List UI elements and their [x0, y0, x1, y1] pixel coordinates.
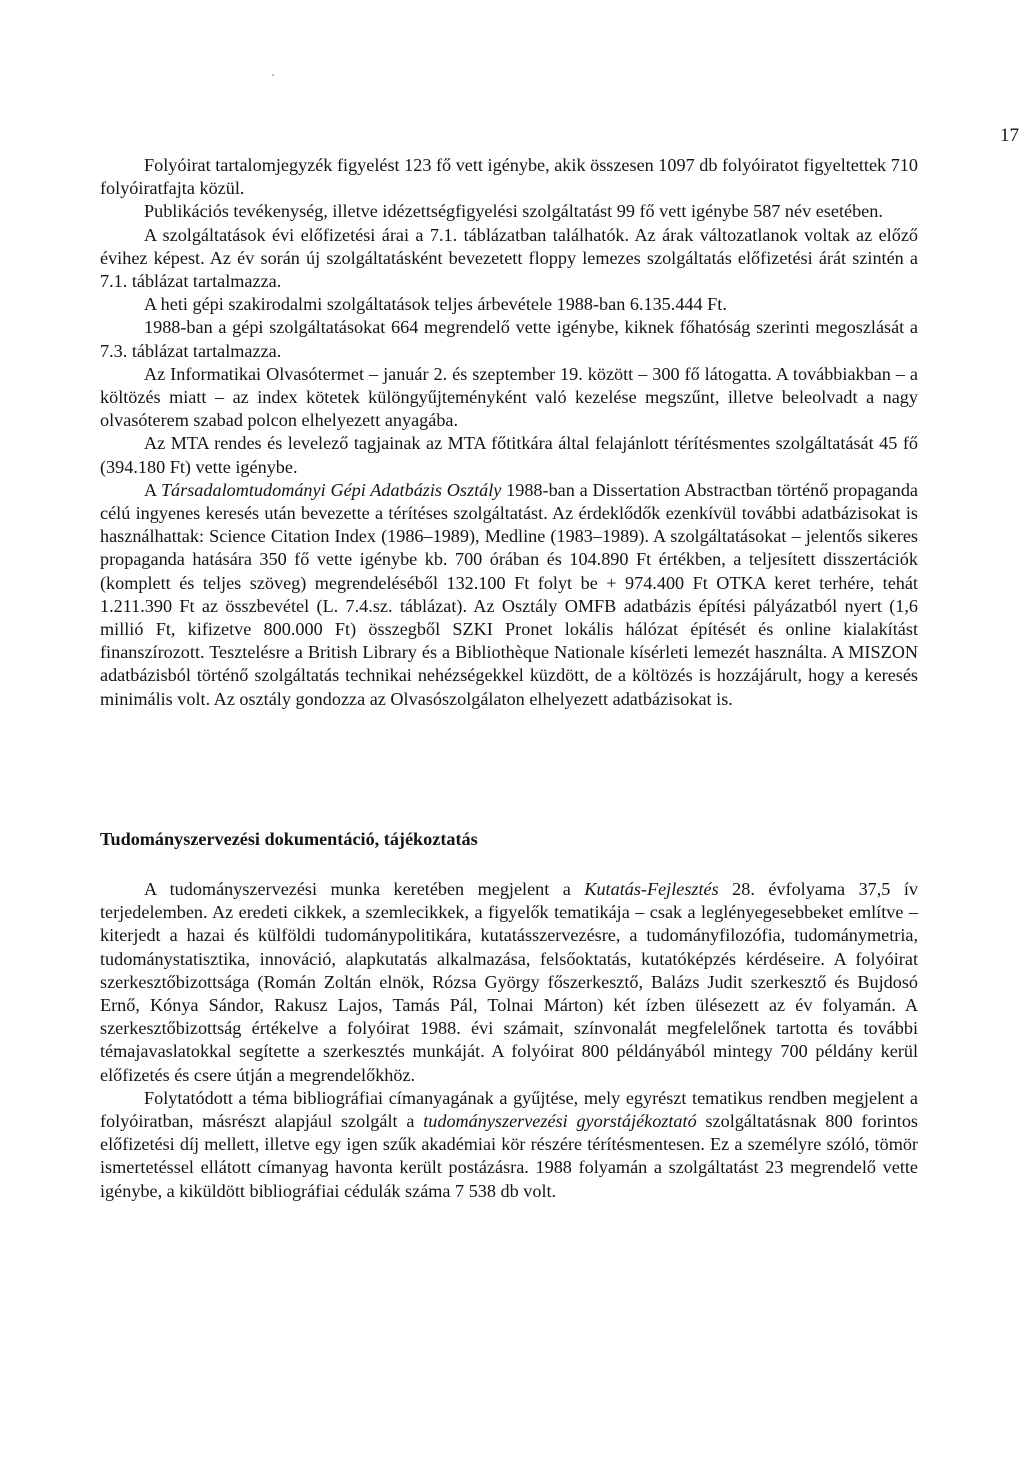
paragraph-kutatas-fejlesztes — [100, 878, 918, 1087]
paragraph-lead: A tudományszervezési munka keretében megjelent a — [144, 879, 585, 899]
page-number: 17 — [1000, 125, 1019, 146]
paragraph-arbevetel: A heti gépi szakirodalmi szolgáltatások teljes árbevétele 1988-ban 6.135.444 Ft. — [144, 294, 727, 315]
paragraph-rest: szolgáltatásnak 800 forintos előfizetési díj mellett, illetve egy igen szűk akadémiai kör részére térítésmentesen. Ez a személyre szóló, tömör ismertetéssel ellátott címanyag havonta került postázásra. 1988 folyamán a szolgáltatást 23 megrendelő vette igénybe, a kiküldött bibliográfiai cédulák száma 7 538 db volt. — [100, 1111, 919, 1201]
paragraph-rest: 1988-ban a Dissertation Abstractban történő propaganda célú ingyenes keresés után bevezette a térítéses szolgáltatást. Az érdeklődők ezenkívül további adatbázisokat is használhattak: Science Citation Index (1986–1989), Medline (1983–1989). A szolgáltatásokat – jelentős sikeres propaganda hatására 350 fő vette igénybe kb. 700 órában és 104.890 Ft értékben, a teljesített disszertációk (komplett és teljes szöveg) megrendeléséből 132.100 Ft folyt be + 974.400 Ft OTKA keret terhére, tehát 1.211.390 Ft az összbevétel (L. 7.4.sz. táblázat). Az Osztály OMFB adatbázis építési pályázatból nyert (1,6 millió Ft, kifizetve 800.000 Ft) összegből SZKI Pronet lokális hálózat építését és online kialakítást finanszírozott. Tesztelésre a British Library és a Bibliothèque Nationale kísérleti lemezét használta. A MISZON adatbázisból történő szolgáltatás technikai nehézségekkel küzdött, de a költözés is hozzájárult, hogy a keresés minimális volt. Az osztály gondozza az Olvasószolgálaton elhelyezett adatbázisokat is. — [100, 479, 918, 709]
body-text-section — [100, 878, 918, 1203]
paragraph-lead: A — [144, 479, 161, 500]
section-heading: Tudományszervezési dokumentáció, tájékoztatás — [100, 829, 478, 849]
paragraph-megrendelok: 1988-ban a gépi szolgáltatásokat 664 megrendelő vette igénybe, kiknek főhatóság szerinti megoszlását a 7.3. táblázat tartalmazza. — [100, 317, 918, 361]
paragraph-olvasoterem: Az Informatikai Olvasótermet – január 2. és szeptember 19. között – 300 fő látogatta. A továbbiakban – a költözés miatt – az index kötetek különgyűjteményként való kezelése megszűnt, illetve beleolvadt a nagy olvasóterem szabad polcon elhelyezett anyagába. — [100, 363, 918, 431]
paragraph-folyoirat-figyeles: Folyóirat tartalomjegyzék figyelést 123 fő vett igénybe, akik összesen 1097 db folyóiratot figyeltettek 710 folyóiratfajta közül. — [100, 155, 918, 199]
service-name: tudományszervezési gyorstájékoztató — [423, 1111, 697, 1132]
paragraph-tarsadalomtudomanyi — [100, 479, 918, 711]
paragraph-publikacios: Publikációs tevékenység, illetve idézettségfigyelési szolgáltatást 99 fő vett igénybe 587 név esetében. — [144, 201, 883, 222]
paragraph-elofizetesi-arak: A szolgáltatások évi előfizetési árai a 7.1. táblázatban találhatók. Az árak változatlanok voltak az előző évihez képest. Az év során új szolgáltatásként bevezetett floppy lemezes szolgáltatás előfizetési árát szintén a 7.1. táblázat tartalmazza. — [100, 224, 918, 292]
paragraph-mta-tagok: Az MTA rendes és levelező tagjainak az MTA főtitkára által felajánlott térítésmentes szolgáltatását 45 fő (394.180 Ft) vette igénybe. — [100, 433, 918, 477]
paragraph-lead: Folytatódott a téma bibliográfiai címanyagának a gyűjtése, mely egyrészt tematikus rendben megjelent a folyóiratban, másrészt alapjául szolgált a — [100, 1087, 918, 1132]
paragraph-bibliografia — [100, 1087, 918, 1203]
department-name: Társadalomtudományi Gépi Adatbázis Osztály — [160, 479, 502, 500]
body-text-top — [100, 154, 918, 711]
scan-speck — [272, 74, 274, 76]
paragraph-rest: 28. évfolyama 37,5 ív terjedelemben. Az eredeti cikkek, a szemlecikkek, a figyelők tematikája – csak a leglényegesebbeket említve – kiterjedt a hazai és külföldi tudománypolitikára, kutatásszervezésre, a tudományfilozófia, tudománymetria, tudománystatisztika, innováció, alapkutatás alkalmazása, felsőoktatás, kutatóképzés kérdéseire. A folyóirat szerkesztőbizottsága (Román Zoltán elnök, Rózsa György főszerkesztő, Balázs Judit szerkesztő és Bujdosó Ernő, Kónya Sándor, Rakusz Lajos, Tamás Pál, Tolnai Márton) két ízben ülésezett az év folyamán. A szerkesztőbizottság értékelve a folyóirat 1988. évi számait, színvonalát megfelelőnek tartotta és további témajavaslatokkal segítette a szerkesztés munkáját. A folyóirat 800 példányából mintegy 700 példány kerül előfizetés és csere útján a megrendelőkhöz. — [100, 879, 919, 1085]
journal-title: Kutatás-Fejlesztés — [584, 879, 719, 899]
